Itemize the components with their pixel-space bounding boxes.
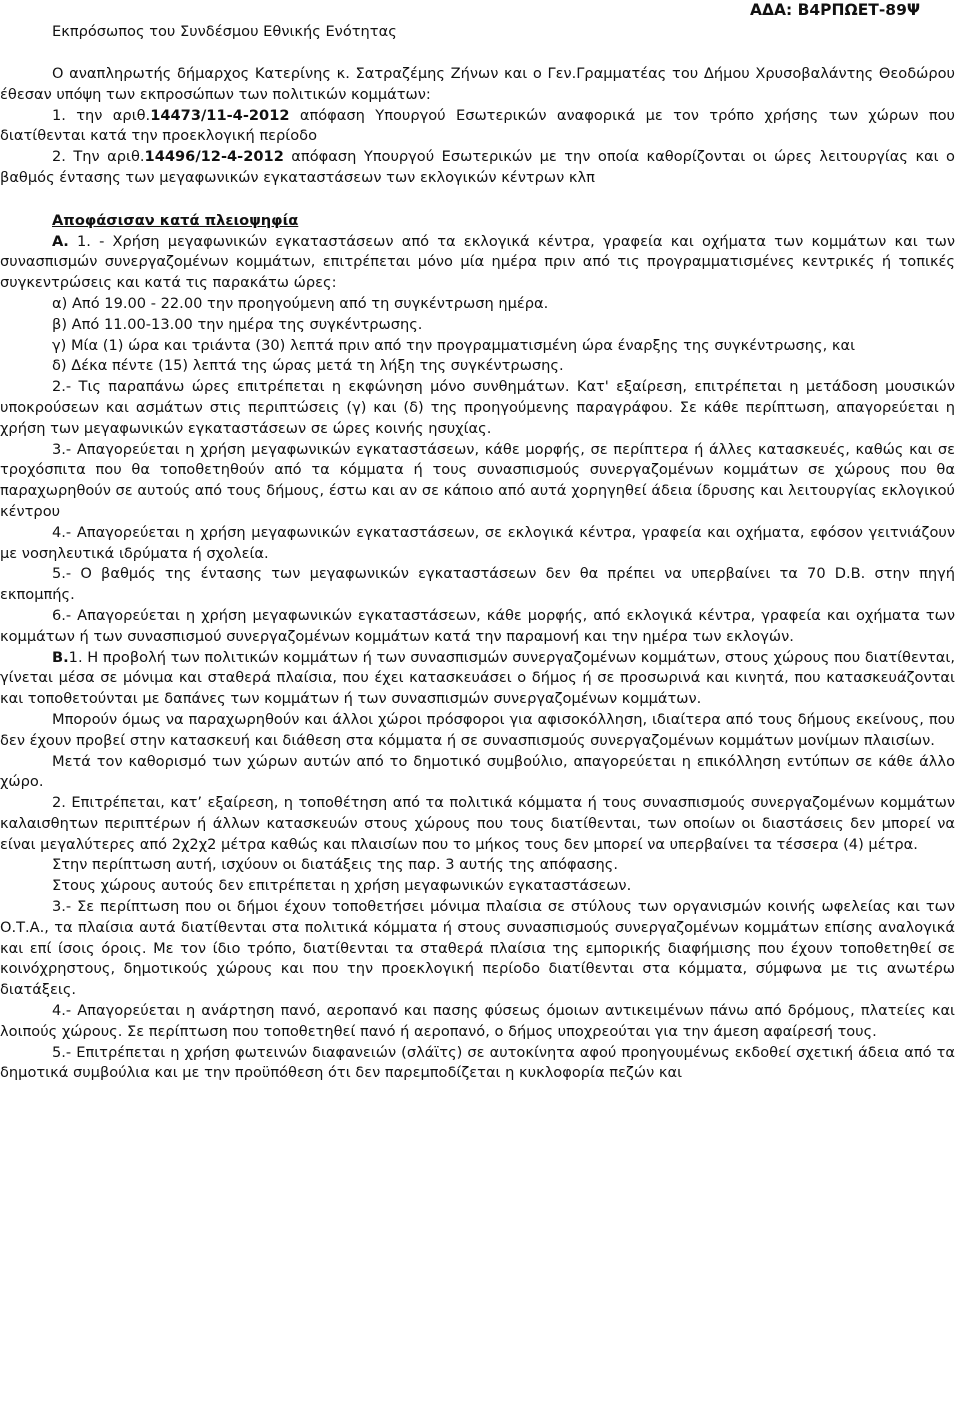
reference-2-number: 14496/12-4-2012 [144,148,284,166]
section-b-paragraph-2b: Στην περίπτωση αυτή, ισχύουν οι διατάξεις της παρ. 3 αυτής της απόφασης. [52,856,618,874]
section-a-paragraph-3: 3.- Απαγορεύεται η χρήση μεγαφωνικών εγκαταστάσεων, κάθε μορφής, σε περίπτερα ή άλλες κατασκευές, καθώς και σε τροχόσπιτα που θα τοποθετηθούν από τα κόμματα ή τους συνασπισμούς συνεργαζομένων κομμάτων σε χώρους που θα παραχωρηθούν σε αυτούς από τους δήμους, έστω και αν σε κάποιο από αυτά χορηγηθεί άδεια ίδρυσης και λειτουργίας εκλογικού κέντρου [0,440,955,520]
section-a-label: Α. [52,232,69,250]
section-b-paragraph-2: 2. Επιτρέπεται, κατ’ εξαίρεση, η τοποθέτηση από τα πολιτικά κόμματα ή τους συνασπισμούς συνεργαζομένων κομμάτων καλαισθητων περιπτέρων ή άλλων κατασκευών στους χώρους που τους διατίθενται, των οποίων οι διαστάσεις δεν μπορεί να είναι μεγαλύτερες από 2χ2χ2 μέτρα καθώς και πλαισίων που το μήκος τους δεν μπορεί να υπερβαίνει τα τέσσερα (4) μέτρα. [0,794,955,853]
section-a-paragraph-6: 6.- Απαγορεύεται η χρήση μεγαφωνικών εγκαταστάσεων, κάθε μορφής, από εκλογικά κέντρα, γραφεία και οχήματα των κομμάτων ή των συνασπισμού συνεργαζομένων κομμάτων κατά την παραμονή και την ημέρα των εκλογών. [0,606,955,645]
section-a-item-b: β) Από 11.00-13.00 την ημέρα της συγκέντρωσης. [52,315,423,333]
section-a-paragraph-1: Α. 1. - Χρήση μεγαφωνικών εγκαταστάσεων από τα εκλογικά κέντρα, γραφεία και οχήματα των κομμάτων και των συνασπισμών συνεργαζομένων κομμάτων, επιτρέπεται μόνο μία ημέρα πριν από τις προγραμματισμένες κεντρικές ή τοπικές συγκεντρώσεις και κατά τις παρακάτω ώρες: [0,232,955,292]
representative-line: Εκπρόσωπος του Συνδέσμου Εθνικής Ενότητας [52,23,397,40]
reference-2: 2. Την αριθ.14496/12-4-2012 απόφαση Υπουργού Εσωτερικών με την οποία καθορίζονται οι ώρες λειτουργίας και ο βαθμός έντασης των μεγαφωνικών εγκαταστάσεων των εκλογικών κέντρων κλπ [0,148,955,186]
reference-1-number: 14473/11-4-2012 [150,106,290,124]
decision-heading: Αποφάσισαν κατά πλειοψηφία [52,211,299,229]
section-b-paragraph-2c: Στους χώρους αυτούς δεν επιτρέπεται η χρήση μεγαφωνικών εγκαταστάσεων. [52,877,632,895]
section-a-item-d: δ) Δέκα πέντε (15) λεπτά της ώρας μετά τη λήξη της συγκέντρωσης. [52,357,564,375]
reference-1: 1. την αριθ.14473/11-4-2012 απόφαση Υπουργού Εσωτερικών αναφορικά με τον τρόπο χρήσης των χώρων που διατίθενται κατά την προεκλογική περίοδο [0,106,955,145]
intro-paragraph: Ο αναπληρωτής δήμαρχος Κατερίνης κ. Σατραζέμης Ζήνων και ο Γεν.Γραμματέας του Δήμου Χρυσοβαλάντης Θεοδώρου έθεσαν υπόψη των εκπροσώπων των πολιτικών κομμάτων: [0,65,955,103]
section-a-item-a: α) Από 19.00 - 22.00 την προηγούμενη από τη συγκέντρωση ημέρα. [52,294,549,312]
ada-code: ΑΔΑ: Β4ΡΠΩΕΤ-89Ψ [750,1,921,19]
section-b-label: Β. [52,648,69,666]
section-a-paragraph-2: 2.- Τις παραπάνω ώρες επιτρέπεται η εκφώνηση μόνο συνθημάτων. Κατ' εξαίρεση, επιτρέπεται η μετάδοση μουσικών υποκρούσεων και ασμάτων στις περιπτώσεις (γ) και (δ) της προηγούμενης παραγράφου. Σε κάθε περίπτωση, απαγορεύεται η χρήση των μεγαφωνικών εγκαταστάσεων σε ώρες κοινής ησυχίας. [0,378,955,437]
section-b-paragraph-5: 5.- Επιτρέπεται η χρήση φωτεινών διαφανειών (σλάϊτς) σε αυτοκίνητα αφού προηγουμένως εκδοθεί σχετική άδεια από τα δημοτικά συμβούλια και με την προϋπόθεση ότι δεν παρεμποδίζεται η κυκλοφορία πεζών και [0,1043,955,1082]
section-b-paragraph-1: Β.1. Η προβολή των πολιτικών κομμάτων ή των συνασπισμών συνεργαζομένων κομμάτων, στους χώρους που διατίθενται, γίνεται μέσα σε μόνιμα και σταθερά πλαίσια, που έχει κατασκευάσει ο δήμος ή σε προσωρινά και κινητά, που κατασκευάζονται και τοποθετούνται με δαπάνες των κομμάτων ή των συνασπισμών συνεργαζομένων κομμάτων. [0,648,955,708]
section-b-paragraph-1c: Μετά τον καθορισμό των χώρων αυτών από το δημοτικό συμβούλιο, απαγορεύεται η επικόλληση εντύπων σε κάθε άλλο χώρο. [0,752,955,791]
section-b-paragraph-3: 3.- Σε περίπτωση που οι δήμοι έχουν τοποθετήσει μόνιμα πλαίσια σε στύλους των οργανισμών κοινής ωφελείας και των Ο.Τ.Α., τα πλαίσια αυτά διατίθενται στα πολιτικά κόμματα ή στους συνασπισμούς συνεργαζομένων κομμάτων επίσης αναλογικά και επί ίσοις όροις. Με τον ίδιο τρόπο, διατίθενται τα σταθερά πλαίσια της εμπορικής διαφήμισης που έχουν τοποθετηθεί σε κοινόχρηστους, δημοτικούς χώρους και που την προεκλογική περίοδο διατίθενται στα κόμματα, σύμφωνα με τις ανωτέρω διατάξεις. [0,898,955,999]
section-b-paragraph-1b: Μπορούν όμως να παραχωρηθούν και άλλοι χώροι πρόσφοροι για αφισοκόλληση, ιδιαίτερα από τους δήμους εκείνους, που δεν έχουν προβεί στην κατασκευή και διάθεση στα κόμματα ή σε συνασπισμούς συνεργαζομένων κομμάτων μονίμων πλαισίων. [0,710,955,749]
document-body [0,64,955,1084]
section-a-paragraph-5: 5.- Ο βαθμός της έντασης των μεγαφωνικών εγκαταστάσεων δεν θα πρέπει να υπερβαίνει τα 70 D.B. στην πηγή εκπομπής. [0,565,955,604]
section-a-paragraph-4: 4.- Απαγορεύεται η χρήση μεγαφωνικών εγκαταστάσεων, σε εκλογικά κέντρα, γραφεία και οχήματα, εφόσον γειτνιάζουν με νοσηλευτικά ιδρύματα ή σχολεία. [0,523,955,562]
section-a-item-c: γ) Μία (1) ώρα και τριάντα (30) λεπτά πριν από την προγραμματισμένη ώρα έναρξης της συγκέντρωσης, και [52,336,856,354]
section-b-paragraph-4: 4.- Απαγορεύεται η ανάρτηση πανό, αεροπανό και πασης φύσεως όμοιων αντικειμένων πάνω από δρόμους, πλατείες και λοιπούς χώρους. Σε περίπτωση που τοποθετηθεί πανό ή αεροπανό, ο δήμος υποχρεούται για την άμεση αφαίρεσή τους. [0,1002,955,1040]
